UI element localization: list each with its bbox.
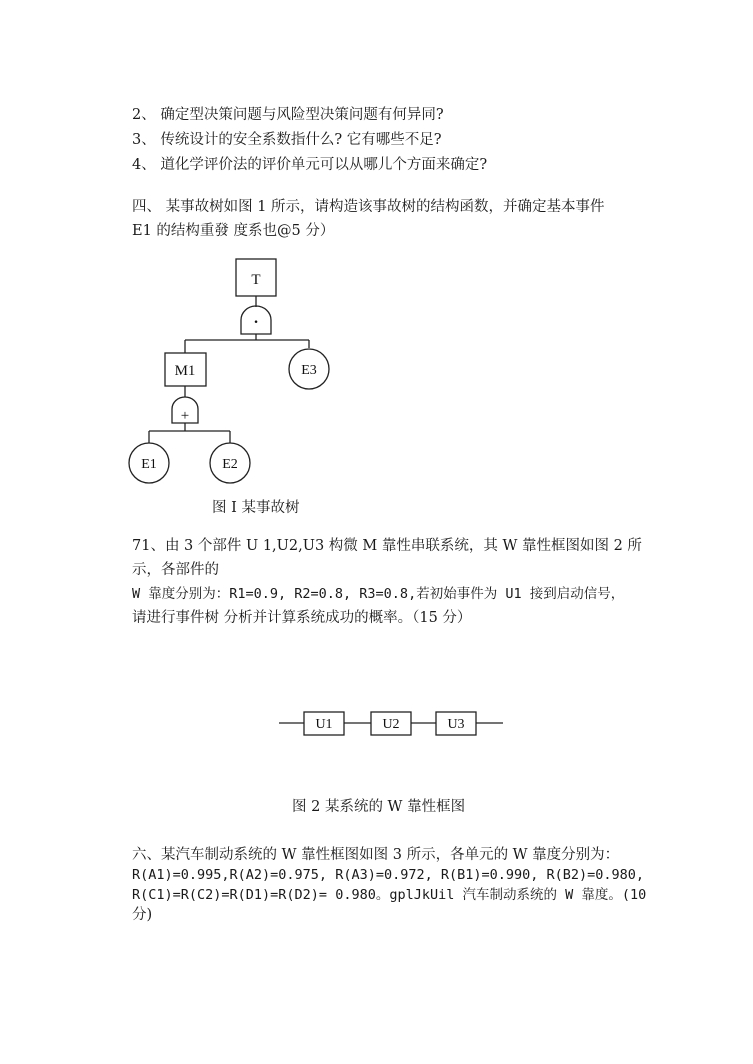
question-4: 4、 道化学评价法的评价单元可以从哪儿个方面来确定? — [132, 157, 488, 173]
section7-line1: 71、由 3 个部件 U 1,U2,U3 构微 M 靠性串联系统，其 W 靠性框图如图 2 所 — [132, 538, 642, 554]
block-u1-label: U1 — [315, 717, 333, 732]
block-u2-label: U2 — [382, 717, 400, 732]
figure2-caption: 图 2 某系统的 W 靠性框图 — [292, 799, 466, 815]
section7-line2: 示，各部件的 — [132, 562, 219, 578]
e1-label: E1 — [141, 457, 157, 472]
m1-event-label: M1 — [174, 363, 196, 379]
section4-line1: 四、 某事故树如图 1 所示，请构造该事故树的结构函数，并确定基本事件 — [132, 199, 605, 215]
e2-label: E2 — [222, 457, 238, 472]
figure1-caption: 图 I 某事故树 — [212, 500, 300, 516]
section6-line3: R(C1)=R(C2)=R(D1)=R(D2)= 0.980。gplJkUil 汽车制动系统的 W 靠度。(10 — [132, 887, 647, 903]
e3-label: E3 — [301, 363, 317, 378]
section6-line4: 分) — [132, 907, 153, 923]
section6-line2: R(A1)=0.995,R(A2)=0.975, R(A3)=0.972, R(B1)=0.990, R(B2)=0.980, — [132, 867, 645, 883]
section4-line2: E1 的结构重發 度系也@5 分） — [132, 223, 335, 239]
block-u3-label: U3 — [447, 717, 465, 732]
section7-line3: W 靠度分别为：R1=0.9, R2=0.8, R3=0.8,若初始事件为 U1 接到启动信号， — [132, 586, 625, 602]
section6-line1: 六、某汽车制动系统的 W 靠性框图如图 3 所示，各单元的 W 靠度分别为： — [132, 847, 620, 863]
and-gate-symbol: · — [253, 314, 259, 331]
or-gate-symbol: + — [180, 408, 190, 424]
section7-line4: 请进行事件树 分析并计算系统成功的概率。（15 分） — [132, 610, 472, 626]
question-3: 3、 传统设计的安全系数指什么? 它有哪些不足? — [132, 132, 442, 148]
question-2: 2、 确定型决策问题与风险型决策问题有何异同? — [132, 107, 444, 123]
top-event-label: T — [251, 272, 261, 288]
